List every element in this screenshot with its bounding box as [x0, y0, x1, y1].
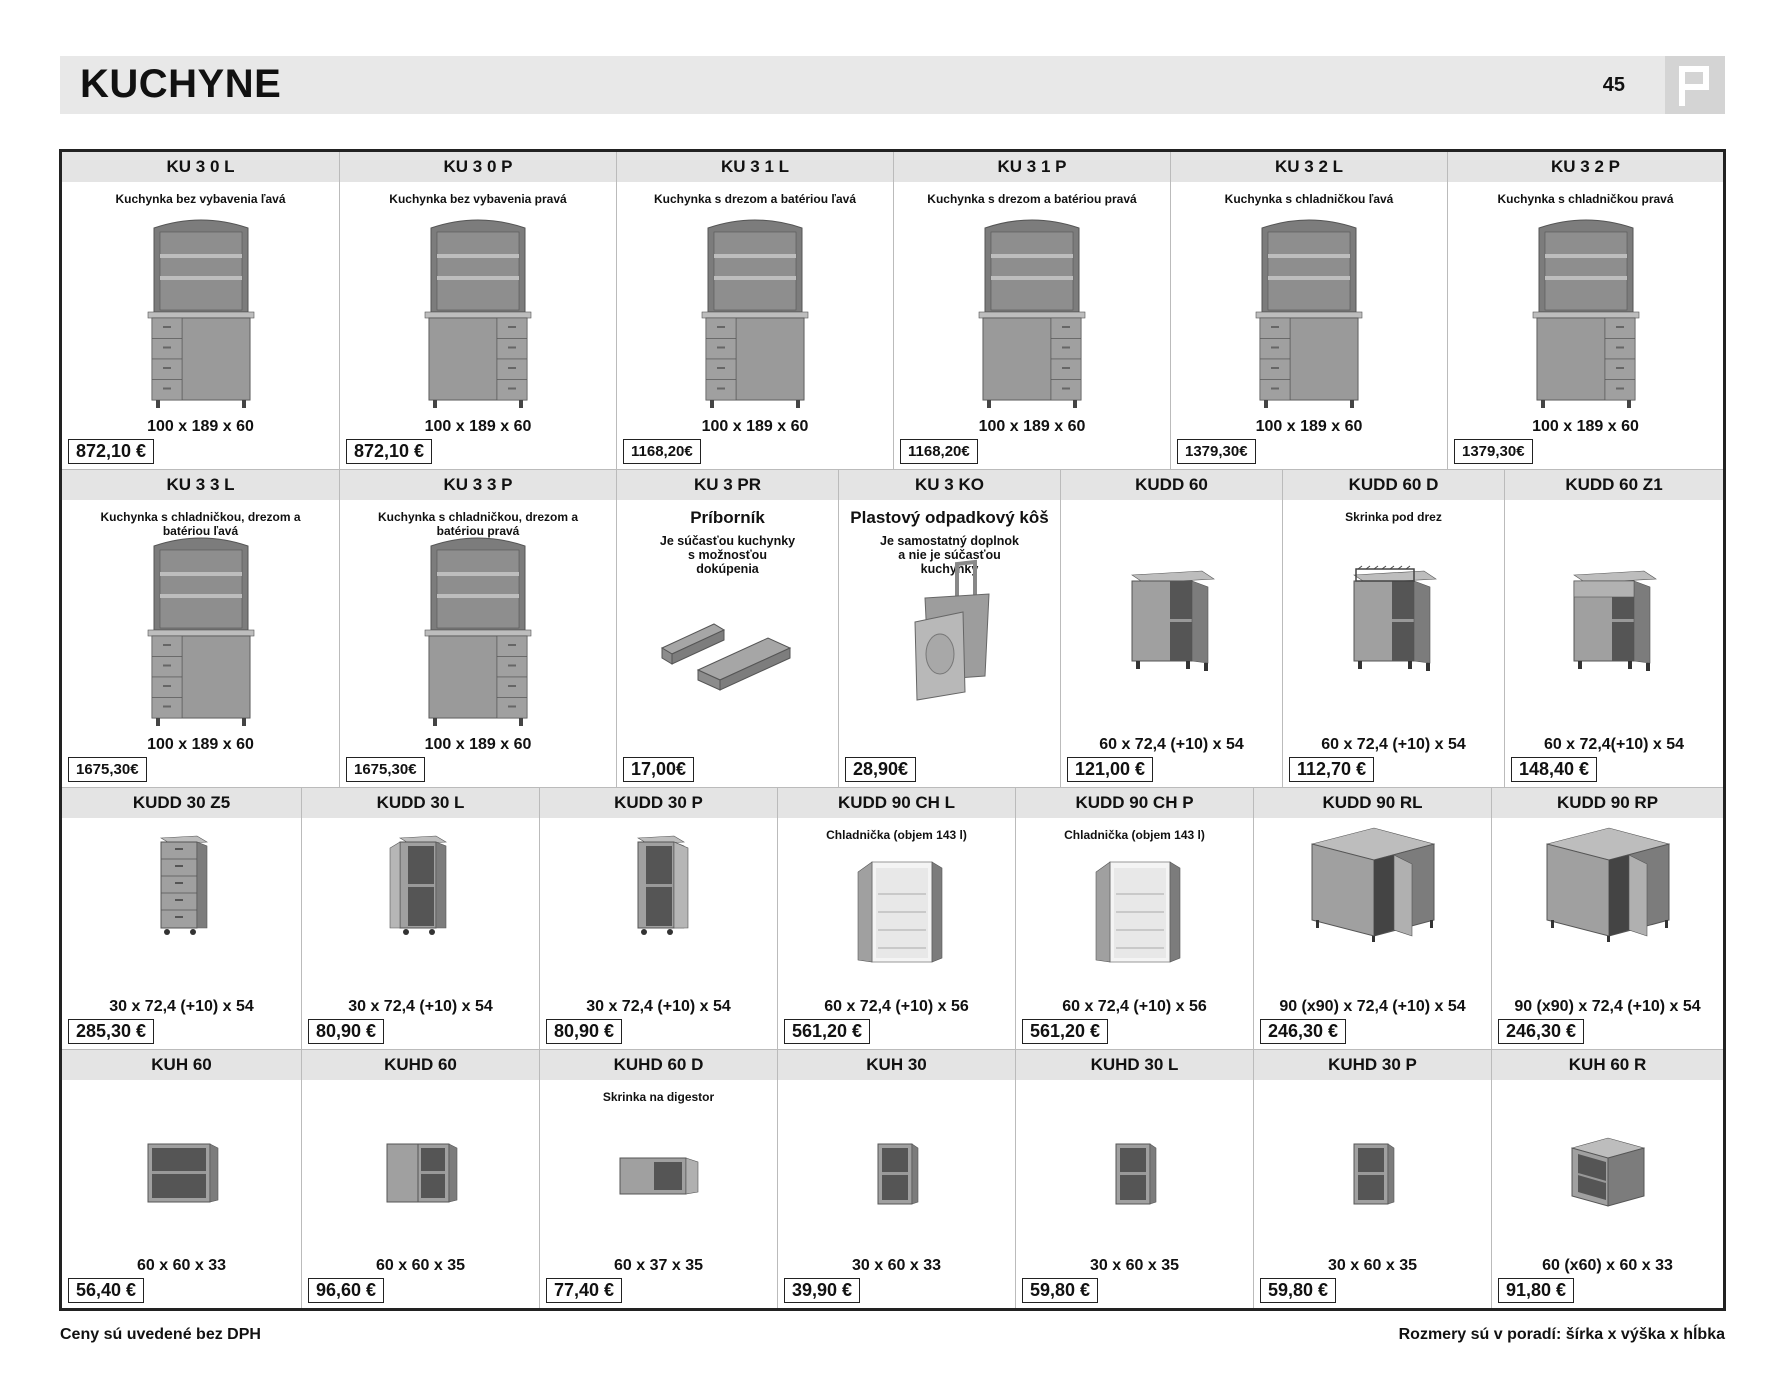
corner-cabinet-image — [1543, 824, 1673, 944]
product-code: KUHD 30 P — [1254, 1050, 1491, 1080]
kitchen-unit-image — [977, 214, 1087, 410]
product-dimensions: 30 x 72,4 (+10) x 54 — [586, 998, 731, 1015]
product-price: 246,30 € — [1498, 1019, 1584, 1044]
product-code: KU 3 PR — [617, 470, 838, 500]
product-description: Kuchynka s chladničkou, drezom a batériou pravá — [377, 510, 579, 538]
product-dimensions: 100 x 189 x 60 — [978, 418, 1086, 435]
product-price: 56,40 € — [68, 1278, 144, 1303]
product-code: KU 3 1 L — [617, 152, 893, 182]
product-dimensions: 30 x 72,4 (+10) x 54 — [109, 998, 254, 1015]
product-cell — [62, 788, 301, 1049]
product-code: KU 3 KO — [839, 470, 1060, 500]
footer-note-dimensions: Rozmery sú v poradí: šírka x výška x hĺbka — [1398, 1326, 1725, 1343]
product-dimensions: 100 x 189 x 60 — [147, 418, 254, 435]
product-cell — [1253, 788, 1491, 1049]
product-code: KU 3 1 P — [894, 152, 1170, 182]
fridge-cabinet-image — [842, 854, 952, 974]
product-code: KU 3 0 P — [340, 152, 616, 182]
product-cell — [301, 788, 539, 1049]
cutlery-tray-image — [658, 618, 798, 698]
product-price: 1675,30€ — [346, 757, 425, 782]
product-cell — [62, 1050, 301, 1308]
kitchen-unit-image — [423, 214, 533, 410]
wall-cabinet-image — [872, 1138, 922, 1208]
base-cabinet-image — [1564, 565, 1664, 675]
product-dimensions: 60 x 72,4 (+10) x 56 — [824, 998, 969, 1015]
product-price: 561,20 € — [1022, 1019, 1108, 1044]
fridge-cabinet-image — [1080, 854, 1190, 974]
product-cell — [339, 470, 616, 787]
product-cell — [1491, 1050, 1723, 1308]
sink-cabinet-image — [1344, 565, 1444, 675]
product-dimensions: 90 (x90) x 72,4 (+10) x 54 — [1514, 998, 1701, 1015]
product-cell — [893, 152, 1170, 469]
product-dimensions: 60 x 72,4 (+10) x 56 — [1062, 998, 1207, 1015]
product-title: Príborník — [690, 508, 765, 527]
product-description: Chladnička (objem 143 l) — [826, 828, 967, 842]
kitchen-unit-image — [1531, 214, 1641, 410]
wall-cabinet-image — [142, 1138, 222, 1208]
product-description: Skrinka na digestor — [602, 1090, 715, 1104]
product-price: 96,60 € — [308, 1278, 384, 1303]
footer-note-vat: Ceny sú uvedené bez DPH — [60, 1326, 261, 1343]
wall-cabinet-image — [1110, 1138, 1160, 1208]
kitchen-unit-image — [423, 532, 533, 728]
product-catalog — [59, 149, 1726, 1311]
product-code: KUH 60 R — [1492, 1050, 1723, 1080]
product-price: 246,30 € — [1260, 1019, 1346, 1044]
product-price: 80,90 € — [546, 1019, 622, 1044]
wall-cabinet-image — [381, 1138, 461, 1208]
product-code: KU 3 2 L — [1171, 152, 1447, 182]
page-title: KUCHYNE — [80, 62, 282, 106]
product-cell — [539, 1050, 777, 1308]
product-price: 1675,30€ — [68, 757, 147, 782]
product-cell — [1015, 788, 1253, 1049]
product-row — [62, 152, 1723, 470]
product-cell — [777, 788, 1015, 1049]
product-dimensions: 60 x 72,4(+10) x 54 — [1543, 736, 1685, 753]
product-cell — [62, 470, 339, 787]
product-code: KUH 60 — [62, 1050, 301, 1080]
product-code: KUDD 90 RL — [1254, 788, 1491, 818]
product-code: KUDD 60 D — [1283, 470, 1504, 500]
base-cabinet-image — [1122, 565, 1222, 675]
base-cabinet-image — [624, 832, 694, 942]
product-cell — [1504, 470, 1723, 787]
product-cell — [339, 152, 616, 469]
product-cell — [1060, 470, 1282, 787]
wall-cabinet-image — [1348, 1138, 1398, 1208]
product-price: 121,00 € — [1067, 757, 1153, 782]
product-cell — [62, 152, 339, 469]
product-code: KU 3 2 P — [1448, 152, 1723, 182]
product-code: KU 3 3 L — [62, 470, 339, 500]
product-code: KUHD 60 — [302, 1050, 539, 1080]
product-price: 561,20 € — [784, 1019, 870, 1044]
product-price: 112,70 € — [1289, 757, 1374, 782]
product-cell — [1447, 152, 1723, 469]
base-cabinet-image — [386, 832, 456, 942]
product-row — [62, 1050, 1723, 1308]
product-price: 1168,20€ — [623, 439, 701, 464]
product-dimensions: 100 x 189 x 60 — [424, 736, 532, 753]
product-cell — [777, 1050, 1015, 1308]
product-description: Kuchynka s chladničkou, drezom a batériou ľavá — [100, 510, 301, 538]
product-price: 80,90 € — [308, 1019, 384, 1044]
product-code: KUDD 30 Z5 — [62, 788, 301, 818]
page-header — [60, 56, 1725, 114]
product-price: 1168,20€ — [900, 439, 978, 464]
product-row — [62, 470, 1723, 788]
wall-corner-cabinet-image — [1568, 1136, 1648, 1208]
product-code: KUDD 90 CH P — [1016, 788, 1253, 818]
product-dimensions: 100 x 189 x 60 — [1532, 418, 1639, 435]
product-price: 17,00€ — [623, 757, 694, 782]
product-row — [62, 788, 1723, 1050]
product-dimensions: 60 (x60) x 60 x 33 — [1542, 1257, 1673, 1274]
page-number: 45 — [1602, 74, 1625, 96]
product-code: KUDD 90 CH L — [778, 788, 1015, 818]
product-dimensions: 60 x 72,4 (+10) x 54 — [1321, 736, 1466, 753]
product-dimensions: 100 x 189 x 60 — [1255, 418, 1363, 435]
product-description: Kuchynka s chladničkou ľavá — [1224, 192, 1394, 206]
product-price: 1379,30€ — [1177, 439, 1256, 464]
product-description: Kuchynka s drezom a batériou ľavá — [653, 192, 857, 206]
product-code: KUDD 90 RP — [1492, 788, 1723, 818]
product-code: KUDD 30 L — [302, 788, 539, 818]
product-cell — [1015, 1050, 1253, 1308]
product-dimensions: 30 x 72,4 (+10) x 54 — [348, 998, 493, 1015]
product-code: KUDD 60 Z1 — [1505, 470, 1723, 500]
product-dimensions: 30 x 60 x 33 — [852, 1257, 941, 1274]
product-cell — [539, 788, 777, 1049]
product-note: Je samostatný doplnok a nie je súčasťou kuchynky — [880, 534, 1019, 576]
product-code: KUH 30 — [778, 1050, 1015, 1080]
product-cell — [1491, 788, 1723, 1049]
product-cell — [1253, 1050, 1491, 1308]
product-price: 59,80 € — [1022, 1278, 1098, 1303]
product-dimensions: 60 x 60 x 33 — [137, 1257, 226, 1274]
product-code: KUDD 60 — [1061, 470, 1282, 500]
corner-cabinet-image — [1308, 824, 1438, 944]
kitchen-unit-image — [146, 532, 256, 728]
product-price: 77,40 € — [546, 1278, 622, 1303]
product-description: Kuchynka s drezom a batériou pravá — [927, 192, 1137, 206]
product-price: 872,10 € — [346, 439, 432, 464]
brand-logo-icon — [1665, 56, 1725, 114]
product-dimensions: 100 x 189 x 60 — [147, 736, 254, 753]
product-note: Je súčasťou kuchynky s možnosťou dokúpenia — [659, 534, 796, 576]
product-title: Plastový odpadkový kôš — [850, 508, 1049, 527]
product-price: 285,30 € — [68, 1019, 154, 1044]
product-cell — [616, 152, 893, 469]
product-dimensions: 30 x 60 x 35 — [1090, 1257, 1179, 1274]
product-dimensions: 100 x 189 x 60 — [701, 418, 809, 435]
product-description: Skrinka pod drez — [1345, 510, 1442, 524]
product-dimensions: 60 x 37 x 35 — [614, 1257, 703, 1274]
product-description: Kuchynka bez vybavenia ľavá — [115, 192, 286, 206]
kitchen-unit-image — [700, 214, 810, 410]
product-price: 91,80 € — [1498, 1278, 1574, 1303]
waste-bin-image — [895, 558, 1005, 708]
product-dimensions: 30 x 60 x 35 — [1328, 1257, 1417, 1274]
product-dimensions: 100 x 189 x 60 — [424, 418, 532, 435]
product-description: Chladnička (objem 143 l) — [1064, 828, 1205, 842]
product-price: 1379,30€ — [1454, 439, 1533, 464]
product-price: 59,80 € — [1260, 1278, 1336, 1303]
product-price: 28,90€ — [845, 757, 916, 782]
product-price: 148,40 € — [1511, 757, 1597, 782]
product-dimensions: 60 x 72,4 (+10) x 54 — [1099, 736, 1244, 753]
product-cell — [301, 1050, 539, 1308]
product-code: KU 3 0 L — [62, 152, 339, 182]
product-cell — [838, 470, 1060, 787]
product-description: Kuchynka bez vybavenia pravá — [389, 192, 567, 206]
product-code: KU 3 3 P — [340, 470, 616, 500]
drawer-cabinet-image — [147, 832, 217, 942]
product-cell — [1170, 152, 1447, 469]
product-cell — [1282, 470, 1504, 787]
product-code: KUDD 30 P — [540, 788, 777, 818]
product-cell — [616, 470, 838, 787]
product-code: KUHD 60 D — [540, 1050, 777, 1080]
kitchen-unit-image — [146, 214, 256, 410]
product-code: KUHD 30 L — [1016, 1050, 1253, 1080]
hood-cabinet-image — [614, 1150, 704, 1198]
product-price: 39,90 € — [784, 1278, 860, 1303]
kitchen-unit-image — [1254, 214, 1364, 410]
product-dimensions: 60 x 60 x 35 — [376, 1257, 465, 1274]
product-price: 872,10 € — [68, 439, 154, 464]
product-description: Kuchynka s chladničkou pravá — [1497, 192, 1674, 206]
product-dimensions: 90 (x90) x 72,4 (+10) x 54 — [1279, 998, 1466, 1015]
